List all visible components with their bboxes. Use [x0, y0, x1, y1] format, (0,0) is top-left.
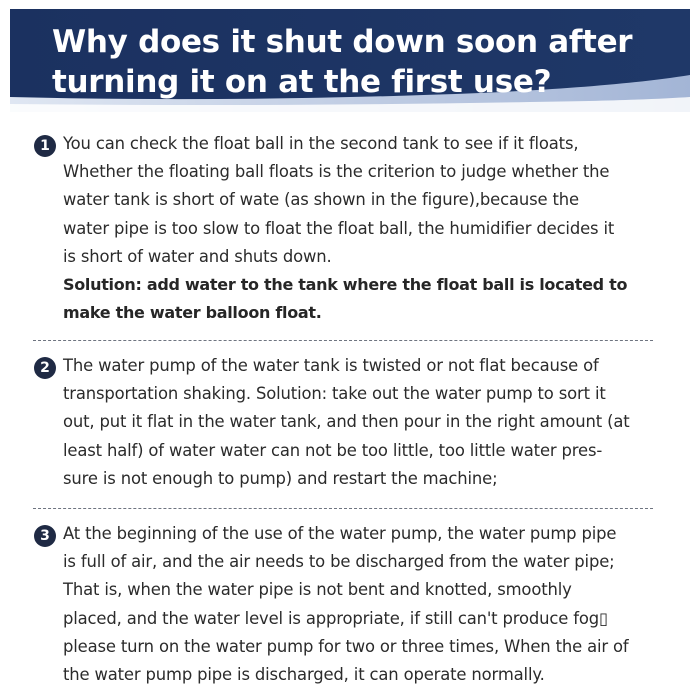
number-badge-3: 3 — [34, 525, 56, 547]
faq-item-1-text: You can check the float ball in the second tank to see if it floats, Whether the floating ball floats is the criterion to judge whether the water tank is short of wate (as shown in the figure),because the water pipe is too slow to float the float ball, the humidifier decides it is short of water and shuts down. — [63, 134, 615, 266]
dashed-divider-1 — [33, 340, 653, 341]
faq-item-2-text: The water pump of the water tank is twisted or not flat because of transportation shaking. Solution: take out the water pump to sort it out, put it flat in the water tank, and then pour in the right amount (at least half) of water water can not be too little, too little water pres- sure is not enough to pump) and restart the machine; — [63, 356, 630, 488]
page-title: Why does it shut down soon after turning it on at the first use? — [52, 24, 633, 100]
header-banner — [10, 9, 690, 112]
faq-item-1-solution: Solution: add water to the tank where the float ball is located to make the water balloon float. — [63, 275, 628, 323]
faq-item-2 — [34, 352, 674, 497]
faq-item-3 — [34, 520, 674, 695]
faq-item-3-text: At the beginning of the use of the water pump, the water pump pipe is full of air, and the air needs to be discharged from the water pipe; That is, when the water pipe is not bent and knotted, smoothly placed, and the water level is appropriate, if still can't produce fog▯ please turn on the water pump for two or three times, When the air of the water pump pipe is discharged, it can operate normally. — [63, 524, 629, 685]
number-badge-2: 2 — [34, 357, 56, 379]
faq-item-1 — [34, 130, 674, 330]
dashed-divider-2 — [33, 508, 653, 509]
number-badge-1: 1 — [34, 135, 56, 157]
